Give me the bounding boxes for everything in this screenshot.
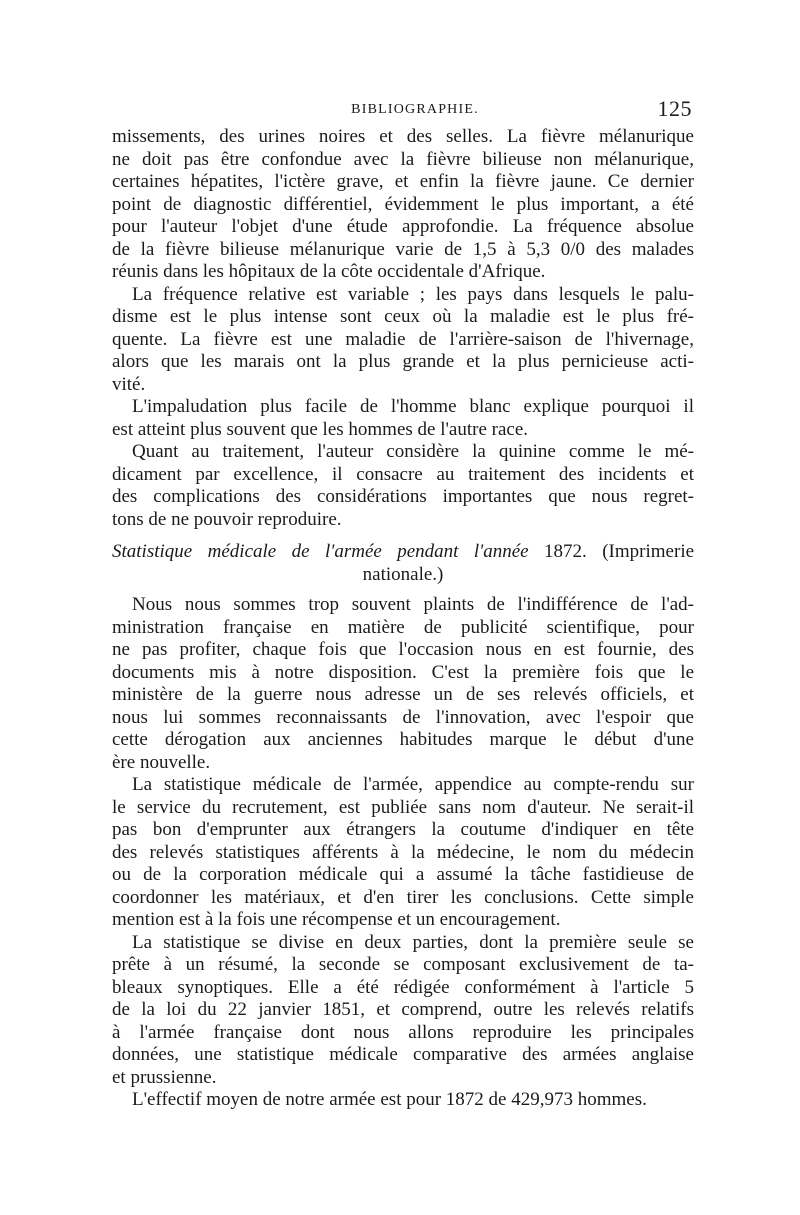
text-line: nous lui sommes reconnaissants de l'innovation, avec l'espoir que [112,706,694,728]
text-line: La fréquence relative est variable ; les pays dans lesquels le palu- [132,283,694,305]
running-head [112,96,694,126]
paragraph [112,126,694,284]
section-heading-publisher-close: nationale.) [362,563,444,585]
text-line: mention est à la fois une récompense et un encouragement. [112,909,561,930]
text-line: L'effectif moyen de notre armée est pour 1872 de 429,973 hommes. [132,1089,647,1110]
paragraph [112,396,694,441]
text-line: L'impaludation plus facile de l'homme blanc explique pourquoi il [132,396,694,417]
text-line: La statistique se divise en deux parties, dont la première seule se [132,931,694,953]
section-heading-line-2 [112,564,694,587]
section-heading-year: 1872. [544,541,587,562]
text-line: ou de la corporation médicale qui a assumé la tâche fastidieuse de [112,864,694,885]
text-line: disme est le plus intense sont ceux où la maladie est le plus fré- [112,306,694,327]
text-line: des complications des considérations importantes que nous regret- [112,486,694,507]
text-line: certaines hépatites, l'ictère grave, et enfin la fièvre jaune. Ce dernier [112,171,694,192]
text-line: ne doit pas être confondue avec la fièvre bilieuse non mélanurique, [112,148,694,170]
section-heading-title: Statistique médicale de l'armée pendant l'année [112,541,529,562]
text-line: La statistique médicale de l'armée, appendice au compte-rendu sur [132,774,694,795]
text-line: de la fièvre bilieuse mélanurique varie de 1,5 à 5,3 0/0 des malades [112,238,694,260]
page-number: 125 [657,96,692,121]
text-line: ne pas profiter, chaque fois que l'occasion nous en est fournie, des [112,639,694,660]
text-line: dicament par excellence, il consacre au traitement des incidents et [112,463,694,485]
paragraph [112,1089,694,1112]
text-line: pour l'auteur l'objet d'une étude approfondie. La fréquence absolue [112,216,694,237]
text-line: ère nouvelle. [112,751,211,773]
text-line: de la loi du 22 janvier 1851, et comprend, outre les relevés relatifs [112,999,694,1020]
text-line: cette dérogation aux anciennes habitudes marque le début d'une [112,729,694,750]
paragraph [112,594,694,774]
paragraph [112,441,694,531]
text-line: le service du recrutement, est publiée sans nom d'auteur. Ne serait-il [112,796,694,818]
text-line: est atteint plus souvent que les hommes de l'autre race. [112,418,529,440]
text-line: coordonner les matériaux, et d'en tirer les conclusions. Cette simple [112,886,694,908]
running-title: BIBLIOGRAPHIE. [351,102,479,117]
text-line: ministration française en matière de publicité scientifique, pour [112,616,694,638]
text-line: missements, des urines noires et des selles. La fièvre mélanurique [112,126,694,147]
text-line: point de diagnostic différentiel, évidemment le plus important, a été [112,193,694,215]
paragraph [112,774,694,932]
text-block-statistics-review [112,594,694,1112]
text-line: tons de ne pouvoir reproduire. [112,508,342,530]
text-block-bibliography-review [112,126,694,531]
section-heading [112,541,694,586]
text-line: documents mis à notre disposition. C'est la première fois que le [112,661,694,683]
text-line: pas bon d'emprunter aux étrangers la coutume d'indiquer en tête [112,819,694,840]
text-line: et prussienne. [112,1066,217,1088]
book-page [112,96,694,1112]
text-line: vité. [112,373,146,395]
paragraph [112,284,694,397]
text-line: bleaux synoptiques. Elle a été rédigée conformément à l'article 5 [112,976,694,998]
text-line: alors que les marais ont la plus grande et la plus pernicieuse acti- [112,351,694,372]
section-heading-publisher-open: (Imprimerie [602,541,695,562]
text-line: Quant au traitement, l'auteur considère la quinine comme le mé- [132,441,694,462]
text-line: quente. La fièvre est une maladie de l'arrière-saison de l'hivernage, [112,328,694,350]
text-line: prête à un résumé, la seconde se composant exclusivement de ta- [112,954,694,975]
text-line: réunis dans les hôpitaux de la côte occidentale d'Afrique. [112,261,546,282]
text-line: des relevés statistiques afférents à la médecine, le nom du médecin [112,841,694,863]
text-line: données, une statistique médicale comparative des armées anglaise [112,1044,694,1065]
text-line: ministère de la guerre nous adresse un de ses relevés officiels, et [112,684,694,705]
text-line: à l'armée française dont nous allons reproduire les principales [112,1021,694,1043]
text-line: Nous nous sommes trop souvent plaints de l'indifférence de l'ad- [132,594,694,615]
section-heading-line-1 [112,541,694,564]
paragraph [112,932,694,1090]
